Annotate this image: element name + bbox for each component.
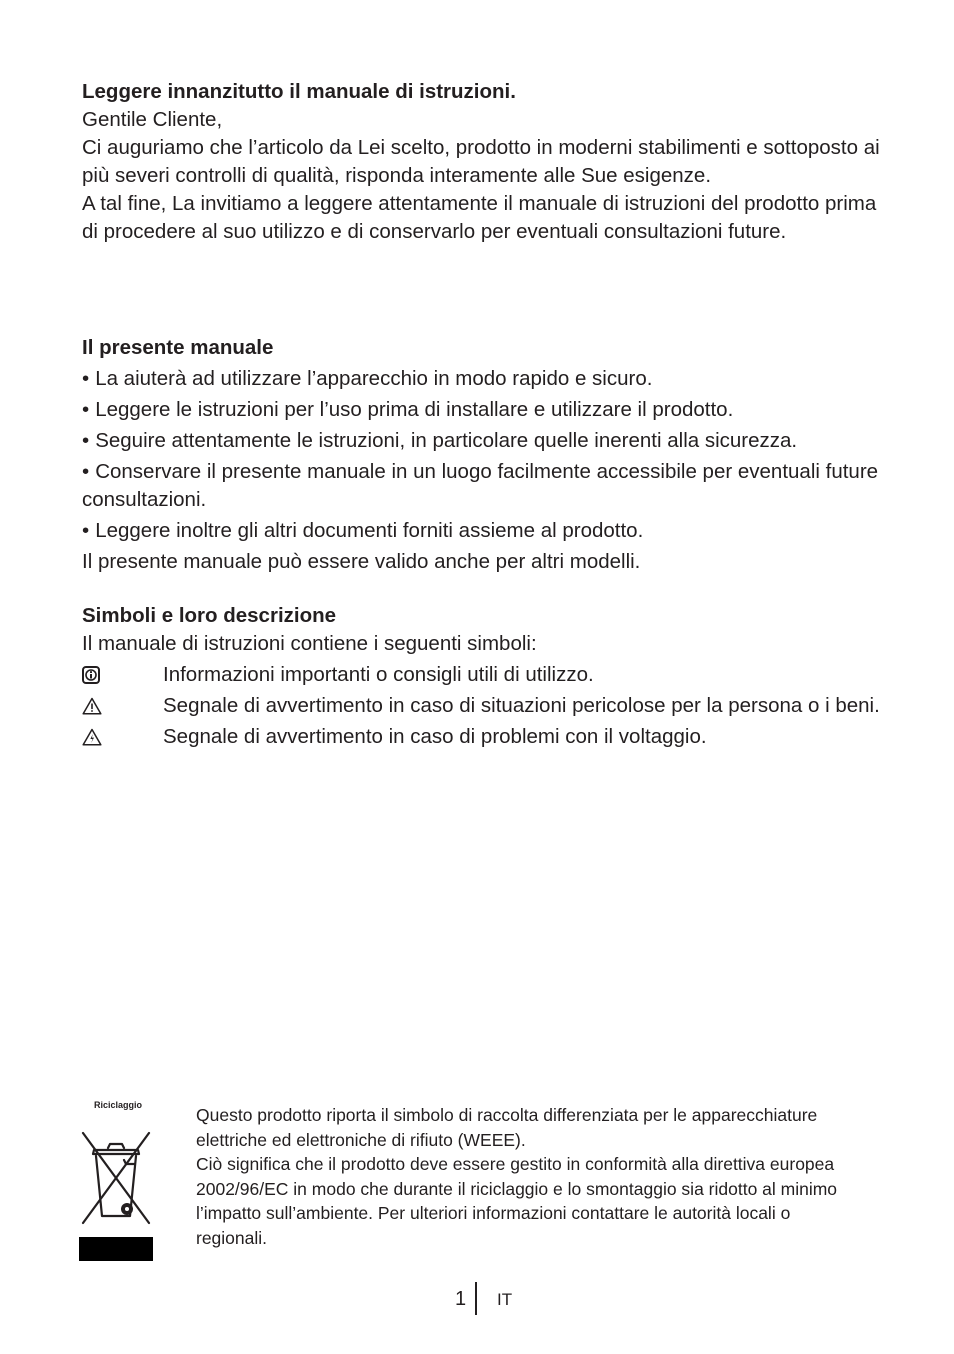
- bullet-marker: •: [82, 429, 90, 452]
- bullet-marker: •: [82, 519, 90, 542]
- list-item-text: Seguire attentamente le istruzioni, in particolare quelle inerenti alla sicurezza.: [95, 429, 798, 452]
- list-item: [82, 458, 882, 514]
- list-item-text: Leggere inoltre gli altri documenti forniti assieme al prodotto.: [95, 519, 644, 542]
- list-item: [82, 517, 882, 545]
- bullet-marker: •: [82, 398, 90, 421]
- weee-black-bar: [79, 1237, 153, 1261]
- language-code: IT: [497, 1290, 513, 1309]
- crossed-out-bin-icon: [80, 1130, 152, 1226]
- list-item-text: Conservare il presente manuale in un luogo facilmente accessibile per eventuali future consultazioni.: [82, 460, 879, 511]
- symbol-row-voltage: [82, 723, 882, 751]
- list-item: [82, 396, 882, 424]
- recycling-notice: [196, 1103, 856, 1250]
- manual-heading: Il presente manuale: [82, 336, 274, 359]
- recycling-paragraph: Questo prodotto riporta il simbolo di raccolta differenziata per le apparecchiature elettriche ed elettroniche di rifiuto (WEEE).: [196, 1105, 818, 1150]
- voltage-warning-icon: [82, 728, 100, 746]
- intro-heading: Leggere innanzitutto il manuale di istruzioni.: [82, 80, 516, 103]
- symbols-intro: Il manuale di istruzioni contiene i seguenti simboli:: [82, 632, 537, 655]
- list-item: [82, 365, 882, 393]
- list-item-text: La aiuterà ad utilizzare l’apparecchio in modo rapido e sicuro.: [95, 367, 653, 390]
- intro-section: [82, 78, 882, 246]
- recycling-label: Riciclaggio: [93, 1100, 142, 1110]
- bullet-marker: •: [82, 460, 90, 483]
- footer-divider: [475, 1282, 477, 1315]
- symbol-description: Informazioni importanti o consigli utili di utilizzo.: [163, 663, 594, 686]
- intro-paragraph: Ci auguriamo che l’articolo da Lei scelto, prodotto in moderni stabilimenti e sottoposto ai più severi controlli di qualità, risponda interamente alle Sue esigenze.: [82, 136, 880, 187]
- symbols-section: [82, 602, 882, 751]
- symbol-row-warning: [82, 692, 882, 720]
- manual-section: [82, 334, 882, 576]
- greeting: Gentile Cliente,: [82, 108, 223, 131]
- recycling-paragraph: Ciò significa che il prodotto deve essere gestito in conformità alla direttiva europea 2002/96/EC in modo che durante il riciclaggio e lo smontaggio sia ridotto al minimo l’impatto sull’ambiente. Per ulteriori informazioni contattare le autorità locali o regionali.: [196, 1154, 838, 1248]
- symbol-description: Segnale di avvertimento in caso di situazioni pericolose per la persona o i beni.: [163, 694, 880, 717]
- manual-note: Il presente manuale può essere valido anche per altri modelli.: [82, 550, 641, 573]
- bullet-marker: •: [82, 367, 90, 390]
- list-item-text: Leggere le istruzioni per l’uso prima di installare e utilizzare il prodotto.: [95, 398, 734, 421]
- symbol-row-info: [82, 661, 882, 689]
- symbol-description: Segnale di avvertimento in caso di problemi con il voltaggio.: [163, 725, 707, 748]
- list-item: [82, 427, 882, 455]
- symbols-heading: Simboli e loro descrizione: [82, 604, 337, 627]
- intro-paragraph: A tal fine, La invitiamo a leggere attentamente il manuale di istruzioni del prodotto prima di procedere al suo utilizzo e di conservarlo per eventuali consultazioni future.: [82, 192, 877, 243]
- warning-icon: [82, 697, 100, 715]
- page-number: 1: [455, 1288, 467, 1310]
- recycling-symbol-block: [78, 1100, 156, 1110]
- info-icon: [82, 666, 100, 684]
